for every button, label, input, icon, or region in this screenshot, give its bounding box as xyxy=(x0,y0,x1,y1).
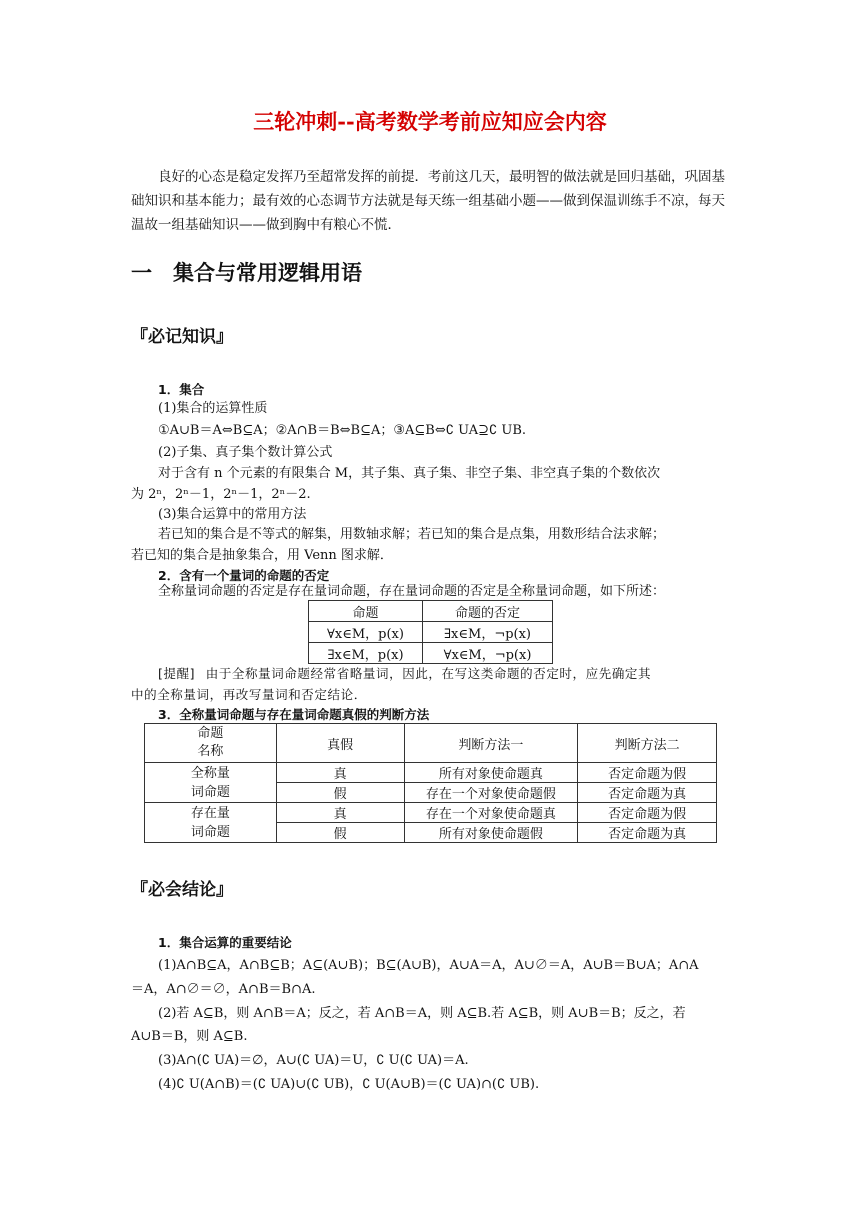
intro-paragraph: 良好的心态是稳定发挥乃至超常发挥的前提．考前这几天，最明智的做法就是回归基础，巩固基础知识和基本能力；最有效的心态调节方法就是每天练一组基础小题——做到保温训练手不凉，每天温故一组基础知识——做到胸中有粮心不慌． xyxy=(131,169,725,233)
conclusions-heading: 『必会结论』 xyxy=(131,880,233,900)
table-header-cell: 命题的否定 xyxy=(423,601,553,622)
header-text: 命题 xyxy=(197,726,224,741)
name-text: 词命题 xyxy=(190,784,230,800)
table-row xyxy=(309,643,553,664)
text-line: ①A∪B＝A⇔B⊆A；②A∩B＝B⇔B⊆A；③A⊆B⇔∁ UA⊇∁ UB. xyxy=(158,423,527,438)
table-cell: 否定命题为真 xyxy=(578,823,717,843)
text-line: A∪B＝B，则 A⊆B. xyxy=(131,1029,248,1044)
text-line: 若已知的集合是抽象集合，用 Venn 图求解． xyxy=(131,548,393,563)
table-header-cell xyxy=(145,724,277,763)
text-line: (1)集合的运算性质 xyxy=(158,401,268,416)
table-cell: ∀x∈M，p(x) xyxy=(309,622,423,643)
page-title: 三轮冲刺--高考数学考前应知应会内容 xyxy=(253,109,607,134)
table-cell: 所有对象使命题假 xyxy=(404,823,578,843)
subheading-quantifier: 2．含有一个量词的命题的否定 xyxy=(158,568,330,583)
table-cell: ∀x∈M，¬p(x) xyxy=(423,643,553,664)
name-text: 词命题 xyxy=(190,824,230,840)
table-cell: 存在一个对象使命题假 xyxy=(404,783,578,803)
table-cell: ∃x∈M，¬p(x) xyxy=(423,622,553,643)
text-line: (3)集合运算中的常用方法 xyxy=(158,507,307,522)
table-header-cell: 命题 xyxy=(309,601,423,622)
name-text: 全称量 xyxy=(190,765,230,781)
subheading-set-conclusions: 1．集合运算的重要结论 xyxy=(158,935,292,950)
text-line: (2)若 A⊆B，则 A∩B＝A；反之，若 A∩B＝A，则 A⊆B.若 A⊆B，则 A∪B＝B；反之，若 xyxy=(158,1006,686,1021)
table-header-row xyxy=(145,724,717,763)
negation-table xyxy=(308,600,553,664)
text-line: 全称量词命题的否定是存在量词命题，存在量词命题的否定是全称量词命题，如下所述： xyxy=(158,584,666,599)
name-text: 存在量 xyxy=(190,805,230,821)
knowledge-heading: 『必记知识』 xyxy=(131,327,233,347)
text-line: 为 2ⁿ，2ⁿ－1，2ⁿ－1，2ⁿ－2. xyxy=(131,487,311,502)
subheading-sets: 1．集合 xyxy=(158,382,205,397)
tip-line xyxy=(158,664,651,682)
text-line: ＝A，A∩∅＝∅，A∩B＝B∩A. xyxy=(131,982,316,997)
table-header-row xyxy=(309,601,553,622)
table-cell-name xyxy=(145,803,277,843)
text-line: 若已知的集合是不等式的解集，用数轴求解；若已知的集合是点集，用数形结合法求解； xyxy=(158,527,666,542)
text-line: (4)∁ U(A∩B)＝(∁ UA)∪(∁ UB)，∁ U(A∪B)＝(∁ UA)∩(∁ UB). xyxy=(158,1077,540,1092)
text-line: (3)A∩(∁ UA)＝∅，A∪(∁ UA)＝U，∁ U(∁ UA)＝A. xyxy=(158,1053,469,1068)
table-row xyxy=(309,622,553,643)
table-cell: 真 xyxy=(276,803,404,823)
table-cell: 假 xyxy=(276,783,404,803)
table-cell: 真 xyxy=(276,763,404,783)
table-cell: 否定命题为假 xyxy=(578,763,717,783)
text-line: (2)子集、真子集个数计算公式 xyxy=(158,445,333,460)
text-line: 对于含有 n 个元素的有限集合 M，其子集、真子集、非空子集、非空真子集的个数依次 xyxy=(158,466,661,481)
table-header-cell: 真假 xyxy=(276,724,404,763)
table-cell: 假 xyxy=(276,823,404,843)
table-cell: 所有对象使命题真 xyxy=(404,763,578,783)
table-row xyxy=(145,763,717,783)
table-cell: 否定命题为假 xyxy=(578,803,717,823)
tip-label: [提醒] xyxy=(158,666,196,681)
table-row xyxy=(145,803,717,823)
table-cell: 否定命题为真 xyxy=(578,783,717,803)
section-heading: 一 集合与常用逻辑用语 xyxy=(131,261,362,285)
table-cell: 存在一个对象使命题真 xyxy=(404,803,578,823)
table-cell-name xyxy=(145,763,277,803)
tip-text: 由于全称量词命题经常省略量词，因此，在写这类命题的否定时，应先确定其 xyxy=(205,666,652,681)
tip-line: 中的全称量词，再改写量词和否定结论． xyxy=(131,687,367,702)
header-text: 名称 xyxy=(197,744,224,759)
table-header-cell: 判断方法一 xyxy=(404,724,578,763)
truth-method-table xyxy=(144,723,717,843)
table-cell: ∃x∈M，p(x) xyxy=(309,643,423,664)
text-line: (1)A∩B⊆A，A∩B⊆B；A⊆(A∪B)；B⊆(A∪B)，A∪A＝A，A∪∅＝A，A∪B＝B∪A；A∩A xyxy=(158,958,699,973)
subheading-truth: 3．全称量词命题与存在量词命题真假的判断方法 xyxy=(158,707,430,722)
table-header-cell: 判断方法二 xyxy=(578,724,717,763)
